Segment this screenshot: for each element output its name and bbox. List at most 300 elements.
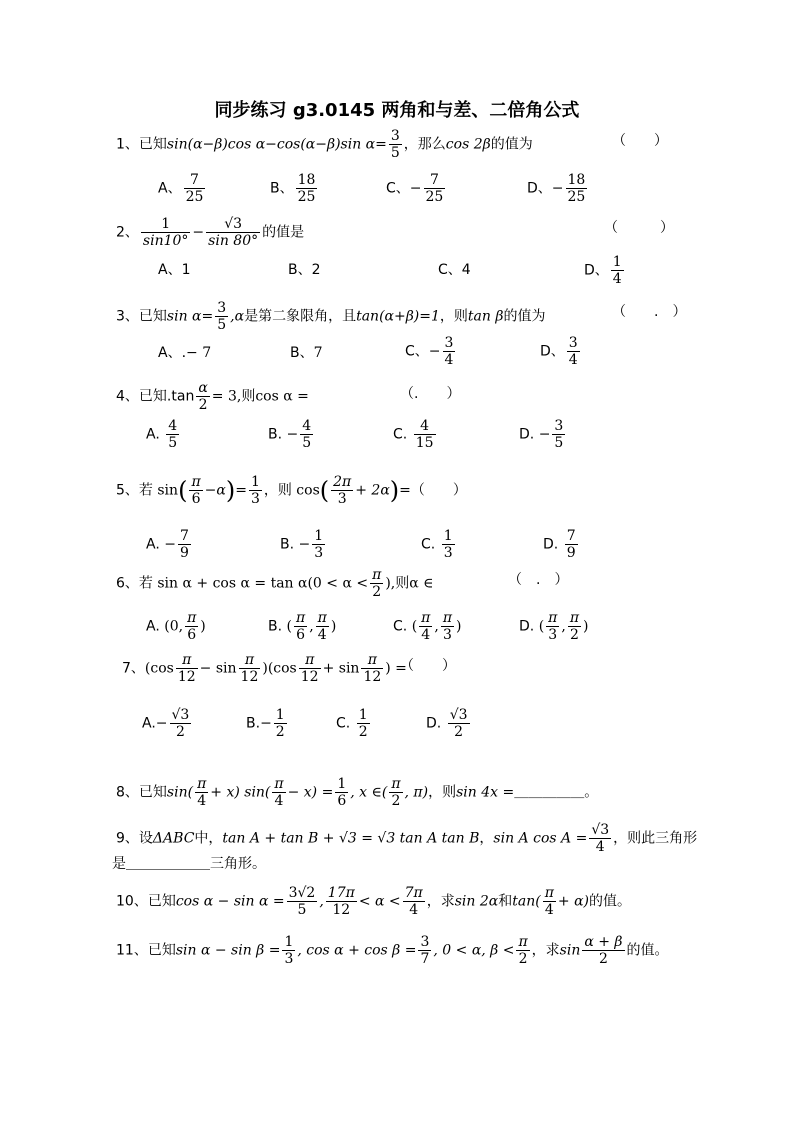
numerator: 1 [314, 528, 324, 544]
option-label: B. [268, 426, 283, 443]
answer-parenthesis: =（ ） [399, 482, 467, 499]
question-10 [116, 885, 631, 918]
option-value: 7 [313, 345, 323, 361]
minus-sign: − [409, 180, 422, 197]
comma: , [561, 618, 566, 635]
interval-close: ) [330, 618, 337, 635]
numerator: π [274, 776, 284, 792]
option-label: D、 [527, 180, 552, 197]
question-number: 9、 [116, 830, 139, 847]
numerator: 7π [404, 885, 423, 901]
option-a[interactable] [158, 343, 211, 363]
minus-sign: − [192, 224, 205, 241]
denominator: 4 [409, 902, 419, 918]
denominator: 2 [454, 724, 464, 740]
math-expression: sin 2α [454, 893, 499, 910]
numerator: π [421, 610, 431, 626]
option-label: D. [426, 715, 442, 732]
option-c[interactable] [393, 610, 461, 643]
math-expression: sin α= [166, 308, 214, 325]
interval-open: ( [411, 618, 418, 635]
numerator: π [317, 610, 327, 626]
math-expression: − x) = [287, 784, 334, 801]
numerator: 3 [568, 335, 578, 351]
option-b[interactable] [270, 172, 319, 205]
denominator: 12 [177, 669, 196, 685]
question-6 [116, 567, 434, 600]
math-expression: sin A cos A = [493, 830, 588, 847]
question-text: 已知 [147, 893, 176, 910]
fraction [516, 934, 529, 967]
option-c[interactable] [421, 528, 457, 561]
fraction [299, 652, 321, 685]
minus-sign: − [286, 426, 299, 443]
option-label: A、 [158, 262, 182, 278]
fraction [184, 172, 206, 205]
fraction [274, 707, 287, 740]
question-8 [116, 776, 598, 809]
fraction [448, 707, 470, 740]
denominator: 5 [297, 902, 307, 918]
fraction [282, 934, 295, 967]
numerator: 3√2 [288, 885, 316, 901]
question-text: 是第二象限角，且 [244, 308, 357, 325]
fraction [403, 885, 425, 918]
math-expression: + 2α [355, 482, 390, 499]
denominator: 12 [240, 669, 259, 685]
question-text: 已知.tan [138, 388, 195, 405]
numerator: 18 [297, 172, 316, 188]
denominator: 25 [425, 189, 444, 205]
option-label: A. [146, 536, 160, 553]
question-number: 2、 [116, 224, 139, 241]
question-text: 的值是 [262, 224, 305, 241]
left-paren: ( [178, 476, 188, 505]
minus-sign: − [164, 536, 176, 553]
denominator: 4 [317, 627, 327, 643]
math-expression: 若 sin α + cos α = tan α(0 < α < [138, 575, 369, 592]
option-label: A. [142, 715, 156, 732]
option-a[interactable] [146, 418, 181, 451]
numerator: α [198, 380, 208, 396]
option-label: A、 [158, 345, 182, 361]
question-number: 1、 [116, 136, 139, 153]
denominator: 3 [548, 627, 558, 643]
denominator: 3 [314, 545, 324, 561]
fraction [357, 707, 370, 740]
minus-sign: − [428, 343, 441, 360]
numerator: π [187, 610, 197, 626]
denominator: 12 [332, 902, 351, 918]
math-expression: cos 2β [445, 136, 491, 153]
denominator: 2 [198, 397, 208, 413]
denominator: 4 [612, 271, 622, 287]
numerator: π [548, 610, 558, 626]
option-label: C、 [405, 343, 429, 360]
interval-close: ) [583, 618, 589, 635]
option-label: D、 [584, 262, 609, 279]
numerator: 1 [141, 216, 191, 233]
option-b[interactable] [280, 528, 327, 561]
right-paren: ) [389, 476, 400, 505]
fraction [300, 418, 313, 451]
fraction [316, 610, 329, 643]
question-number: 7、 [122, 660, 145, 677]
fraction [189, 474, 202, 507]
option-label: D. [519, 618, 535, 635]
question-text: 已知 [138, 136, 167, 153]
denominator: 3 [284, 951, 294, 967]
question-text: 中， [194, 830, 223, 847]
question-number: 8、 [116, 784, 139, 801]
question-5 [116, 474, 467, 507]
denominator: 2 [518, 951, 528, 967]
answer-parenthesis: （ ） [612, 133, 668, 149]
question-text: 的值。 [626, 942, 669, 959]
question-text: ，则此三角形 [613, 830, 698, 847]
question-text: 和 [498, 893, 513, 910]
math-expression: + sin [322, 660, 360, 677]
math-expression: sin( [166, 784, 194, 801]
fraction [582, 934, 624, 967]
minus-sign: − [551, 180, 564, 197]
fraction [552, 418, 565, 451]
fraction [195, 776, 208, 809]
question-number: 10、 [116, 893, 148, 910]
denominator: 3 [337, 491, 347, 507]
numerator: α + β [584, 934, 623, 950]
numerator: π [361, 652, 383, 669]
denominator: 6 [296, 627, 306, 643]
option-b[interactable] [288, 260, 321, 280]
numerator: π [299, 652, 321, 669]
fraction [239, 652, 261, 685]
option-a[interactable] [158, 260, 191, 280]
option-label: C. [393, 426, 408, 443]
math-expression: − sin [199, 660, 237, 677]
fraction [567, 335, 580, 368]
numerator: 3 [420, 934, 430, 950]
fraction [543, 885, 556, 918]
option-label: D. [519, 426, 535, 443]
numerator: π [176, 652, 198, 669]
numerator: 1 [358, 707, 368, 723]
question-text: 设 [138, 830, 153, 847]
math-expression: tan(α+β)=1 [356, 308, 440, 325]
denominator: 4 [274, 793, 284, 809]
question-text: ，则 [428, 784, 457, 801]
fraction [272, 776, 285, 809]
denominator: 6 [337, 793, 347, 809]
fraction [389, 128, 402, 161]
denominator: 25 [297, 189, 316, 205]
math-expression: tan β [467, 308, 504, 325]
numerator: 2π [333, 474, 352, 490]
math-expression: sin 4x = [456, 784, 515, 801]
denominator: 4 [421, 627, 431, 643]
option-a[interactable] [142, 707, 193, 740]
option-label: C. [393, 618, 408, 635]
denominator: 2 [358, 724, 368, 740]
option-label: B、 [270, 180, 294, 197]
numerator: π [295, 610, 306, 626]
question-number: 5、 [116, 482, 139, 499]
math-expression: ),则α ∈ [385, 575, 434, 592]
option-b[interactable] [290, 343, 323, 363]
option-d[interactable] [426, 707, 472, 740]
math-expression: ΔABC [152, 830, 195, 847]
option-label: C. [336, 715, 351, 732]
question-number: 4、 [116, 388, 139, 405]
denominator: 3 [250, 491, 260, 507]
numerator: π [518, 934, 528, 950]
fraction [418, 934, 431, 967]
denominator: 4 [197, 793, 207, 809]
math-expression: sin α − sin β = [175, 942, 281, 959]
numerator: π [197, 776, 207, 792]
option-b[interactable] [246, 707, 289, 740]
comma: , [309, 618, 314, 635]
answer-parenthesis: （ ） [400, 658, 456, 674]
question-3 [116, 300, 545, 333]
minus-sign: − [538, 426, 551, 443]
question-text: ，则 [439, 308, 468, 325]
question-1 [116, 128, 533, 161]
fraction [443, 335, 456, 368]
denominator: sin 80° [208, 233, 259, 249]
numerator: π [442, 610, 453, 626]
option-a[interactable] [146, 610, 206, 643]
interval-open: ( [286, 618, 292, 635]
page-title: 同步练习 g3.0145 两角和与差、二倍角公式 [214, 100, 580, 121]
question-2 [116, 216, 304, 249]
comma: , [434, 618, 439, 635]
fraction [441, 610, 454, 643]
option-c[interactable] [393, 418, 438, 451]
minus-sign: − [155, 715, 168, 732]
numerator: 1 [284, 934, 294, 950]
math-expression: tan A + tan B + √3 = √3 tan A tan B [222, 830, 480, 847]
denominator: 2 [391, 793, 401, 809]
math-expression: 若 sin [138, 482, 179, 499]
denominator: 2 [569, 627, 579, 643]
denominator: 2 [598, 951, 608, 967]
denominator: 5 [390, 145, 400, 161]
option-d[interactable] [543, 528, 580, 561]
denominator: 15 [415, 435, 434, 451]
math-expression: , π) [404, 784, 429, 801]
question-text: ，求 [426, 893, 455, 910]
question-text: ， [479, 830, 494, 847]
fraction [589, 822, 611, 855]
question-number: 11、 [116, 942, 148, 959]
numerator: 17π [327, 885, 355, 901]
numerator: π [391, 776, 401, 792]
minus-sign: − [260, 715, 272, 732]
math-expression: + x) sin( [210, 784, 271, 801]
option-c[interactable] [336, 707, 372, 740]
option-label: A、 [158, 180, 182, 197]
numerator: 4 [414, 418, 436, 435]
interval-open: (0, [164, 618, 184, 635]
fraction [361, 652, 383, 685]
denominator: 25 [185, 189, 204, 205]
numerator: √3 [449, 707, 468, 723]
math-expression: cos α − sin α = [175, 893, 285, 910]
option-label: B、 [290, 345, 314, 361]
option-label: B. [280, 536, 295, 553]
denominator: 4 [444, 352, 454, 368]
interval-open: ( [538, 618, 545, 635]
denominator: 25 [567, 189, 586, 205]
denominator: 4 [544, 902, 554, 918]
fraction [424, 172, 446, 205]
option-b[interactable] [268, 610, 336, 643]
denominator: 4 [595, 839, 605, 855]
denominator: 5 [554, 435, 564, 451]
math-expression: , [319, 893, 324, 910]
answer-parenthesis: （ . ） [612, 304, 687, 320]
math-expression: = [235, 482, 247, 499]
denominator: 7 [420, 951, 430, 967]
option-c[interactable] [386, 172, 447, 205]
fraction [566, 172, 588, 205]
option-d[interactable] [527, 172, 589, 205]
interval-close: ) [456, 618, 462, 635]
option-c[interactable] [405, 335, 457, 368]
option-a[interactable] [158, 172, 207, 205]
option-value: .− 7 [181, 345, 212, 361]
minus-sign: − [298, 536, 311, 553]
left-paren: ( [319, 476, 330, 505]
math-expression: + α) [557, 893, 590, 910]
fraction [419, 610, 432, 643]
option-label: D. [543, 536, 559, 553]
denominator: 12 [363, 669, 382, 685]
fraction [141, 216, 191, 249]
math-expression: ,α [230, 308, 245, 325]
fraction [296, 172, 318, 205]
numerator: 7 [179, 528, 189, 544]
option-label: A. [146, 618, 160, 635]
option-label: C、 [438, 262, 462, 278]
numerator: π [544, 885, 554, 901]
numerator: 4 [302, 418, 312, 434]
option-b[interactable] [268, 418, 315, 451]
option-a[interactable] [146, 528, 193, 561]
fraction [331, 474, 353, 507]
numerator: 4 [168, 418, 178, 434]
question-11 [116, 934, 669, 967]
numerator: 7 [566, 528, 576, 544]
denominator: 3 [443, 545, 453, 561]
denominator: 6 [187, 627, 197, 643]
question-text: ，求 [531, 942, 560, 959]
question-number: 6、 [116, 575, 139, 592]
math-expression: sin [559, 942, 581, 959]
option-label: B. [268, 618, 283, 635]
numerator: √3 [171, 707, 190, 723]
fraction [178, 528, 191, 561]
math-expression: , x ∈( [350, 784, 388, 801]
fraction [335, 776, 348, 809]
math-expression: , 0 < α, β < [433, 942, 515, 959]
denominator: 12 [300, 669, 319, 685]
fraction [312, 528, 325, 561]
option-d[interactable] [540, 335, 582, 368]
fraction [287, 885, 318, 918]
question-text: 的值为 [490, 136, 533, 153]
question-4 [116, 380, 309, 413]
denominator: 4 [568, 352, 578, 368]
answer-parenthesis: （. ） [400, 386, 461, 402]
denominator: 6 [191, 491, 201, 507]
right-paren: ) [225, 476, 236, 505]
option-label: D、 [540, 343, 565, 360]
numerator: 7 [424, 172, 446, 189]
fraction [170, 707, 192, 740]
denominator: 2 [372, 584, 382, 600]
question-9 [116, 822, 697, 855]
numerator: 1 [275, 707, 285, 723]
question-text: 的值为 [503, 308, 546, 325]
question-9-continuation[interactable]: 是＿＿＿＿＿＿三角形。 [112, 856, 266, 872]
fraction [565, 528, 578, 561]
fraction [611, 254, 624, 287]
denominator: 9 [179, 545, 189, 561]
option-d[interactable] [584, 254, 626, 287]
question-text: 已知 [138, 308, 167, 325]
fraction [206, 216, 260, 249]
math-expression: (cos [144, 660, 174, 677]
option-label: B. [246, 715, 261, 732]
numerator: 18 [567, 172, 586, 188]
fraction [568, 610, 581, 643]
option-label: C. [421, 536, 436, 553]
question-text: 已知 [147, 942, 176, 959]
question-text: 已知 [138, 784, 167, 801]
numerator: 1 [443, 528, 453, 544]
answer-parenthesis: （ ） [604, 220, 674, 236]
question-text: 的值。 [589, 893, 632, 910]
math-expression: = 3,则cos α = [211, 388, 309, 405]
numerator: 1 [612, 254, 622, 270]
answer-parenthesis: （ . ） [508, 572, 569, 588]
denominator: 9 [566, 545, 576, 561]
fraction [166, 418, 179, 451]
fraction [176, 652, 198, 685]
answer-blank[interactable]: ＿＿＿＿＿。 [514, 784, 599, 801]
fraction [215, 300, 228, 333]
numerator: 3 [554, 418, 564, 434]
option-c[interactable] [438, 260, 471, 280]
math-expression: )(cos [262, 660, 297, 677]
option-d[interactable] [519, 610, 588, 643]
fraction [546, 610, 559, 643]
math-expression: −α [204, 482, 226, 499]
fraction [294, 610, 307, 643]
question-number: 3、 [116, 308, 139, 325]
math-expression: tan( [512, 893, 541, 910]
interval-close: ) [200, 618, 206, 635]
option-d[interactable] [519, 418, 567, 451]
math-expression: , cos α + cos β = [297, 942, 417, 959]
math-expression: < α < [358, 893, 401, 910]
numerator: 1 [250, 474, 260, 490]
numerator: π [569, 610, 580, 626]
question-7 [122, 652, 407, 685]
numerator: 1 [337, 776, 347, 792]
